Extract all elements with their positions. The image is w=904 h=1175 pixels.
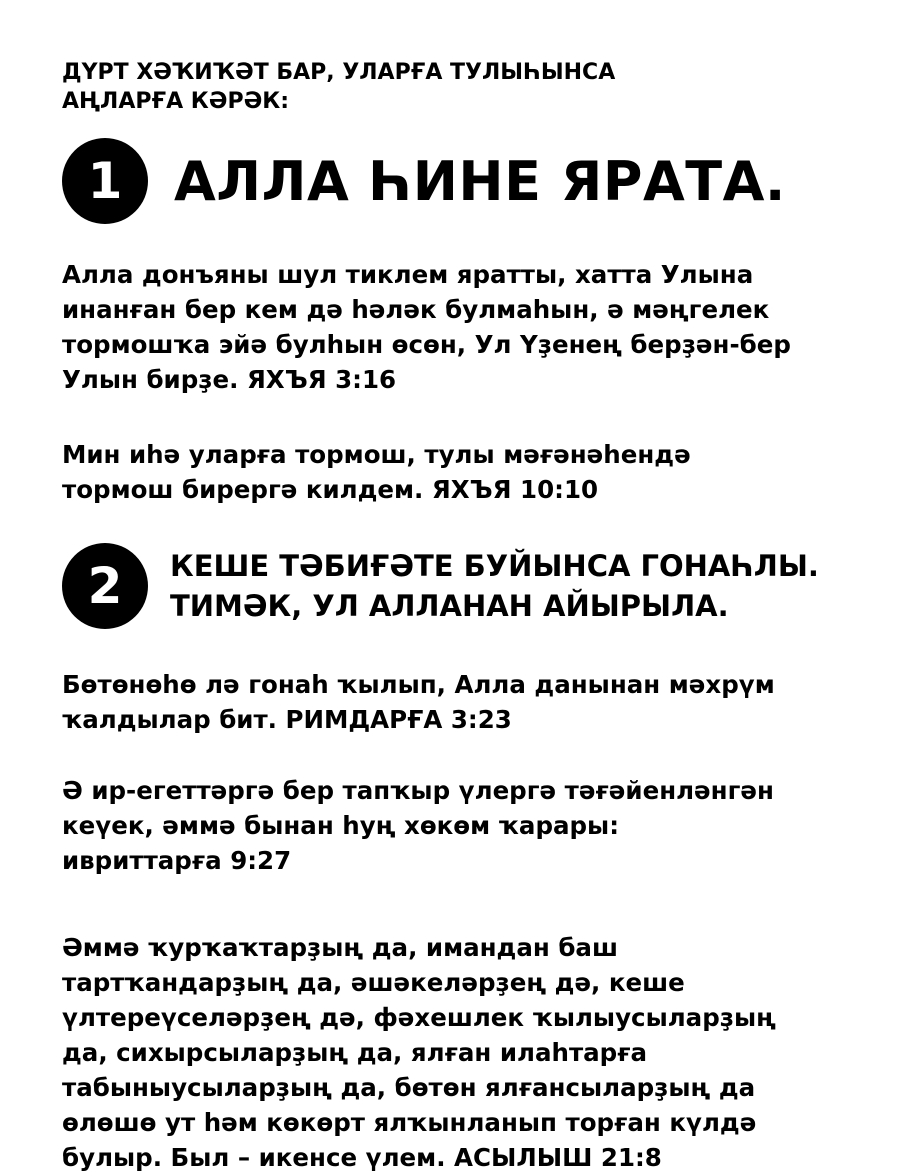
paragraph-line: тартҡандарҙың да, әшәкеләрҙең дә, кеше <box>62 968 685 997</box>
section-2-paragraph-3 <box>62 930 862 1175</box>
section-1-paragraph-2 <box>62 437 862 507</box>
section-2-heading <box>62 543 862 629</box>
intro-line: ДҮРТ ХӘҠИҠӘТ БАР, УЛАРҒА ТУЛЫҺЫНСА <box>62 60 616 85</box>
intro-text <box>62 58 862 116</box>
number-badge-2: 2 <box>62 543 148 629</box>
paragraph-line: табыныусыларҙың да, бөтөн ялғансыларҙың да <box>62 1073 756 1102</box>
section-2-paragraph-2 <box>62 773 862 878</box>
intro-line: АҢЛАРҒА КӘРӘК: <box>62 89 290 114</box>
paragraph-line: Алла донъяны шул тиклем яратты, хатта Улына <box>62 260 754 289</box>
number-badge-1: 1 <box>62 138 148 224</box>
paragraph-line: Ә ир-егеттәргә бер тапҡыр үлергә тәғәйенләнгән <box>62 776 774 805</box>
paragraph-line: Бөтөнөһө лә гонаһ ҡылып, Алла данынан мәхрүм <box>62 670 775 699</box>
section-1-title: АЛЛА ҺИНЕ ЯРАТА. <box>174 149 786 213</box>
paragraph-line: тормош бирергә килдем. ЯХЪЯ 10:10 <box>62 475 599 504</box>
section-2-title-line: ТИМӘК, УЛ АЛЛАНАН АЙЫРЫЛА. <box>170 589 729 623</box>
paragraph-line: үлтереүселәрҙең дә, фәхешлек ҡылыусыларҙың <box>62 1003 776 1032</box>
paragraph-line: инанған бер кем дә һәләк булмаһын, ә мәңгелек <box>62 295 770 324</box>
tract-page <box>62 58 862 1175</box>
section-2-title <box>170 546 819 626</box>
section-1-heading <box>62 138 862 224</box>
paragraph-line: Мин иһә уларға тормош, тулы мәғәнәһендә <box>62 440 691 469</box>
section-2-paragraph-1 <box>62 667 862 737</box>
paragraph-line: кеүек, әммә бынан һуң хөкөм ҡарары: <box>62 811 620 840</box>
paragraph-line: Әммә ҡурҡаҡтарҙың да, имандан баш <box>62 933 618 962</box>
paragraph-line: да, сихырсыларҙың да, ялған илаһтарға <box>62 1038 648 1067</box>
section-2-title-line: КЕШЕ ТӘБИҒӘТЕ БУЙЫНСА ГОНАҺЛЫ. <box>170 549 819 583</box>
paragraph-line: булыр. Был – икенсе үлем. АСЫЛЫШ 21:8 <box>62 1143 662 1172</box>
section-1-paragraph-1 <box>62 257 862 397</box>
paragraph-line: өлөшө ут һәм көкөрт ялҡынланып торған күлдә <box>62 1108 757 1137</box>
paragraph-line: ҡалдылар бит. РИМДАРҒА 3:23 <box>62 705 512 734</box>
paragraph-line: Улын бирҙе. ЯХЪЯ 3:16 <box>62 365 397 394</box>
paragraph-line: ивриттарға 9:27 <box>62 846 292 875</box>
paragraph-line: тормошҡа эйә булһын өсөн, Ул Үҙенең берҙән-бер <box>62 330 791 359</box>
